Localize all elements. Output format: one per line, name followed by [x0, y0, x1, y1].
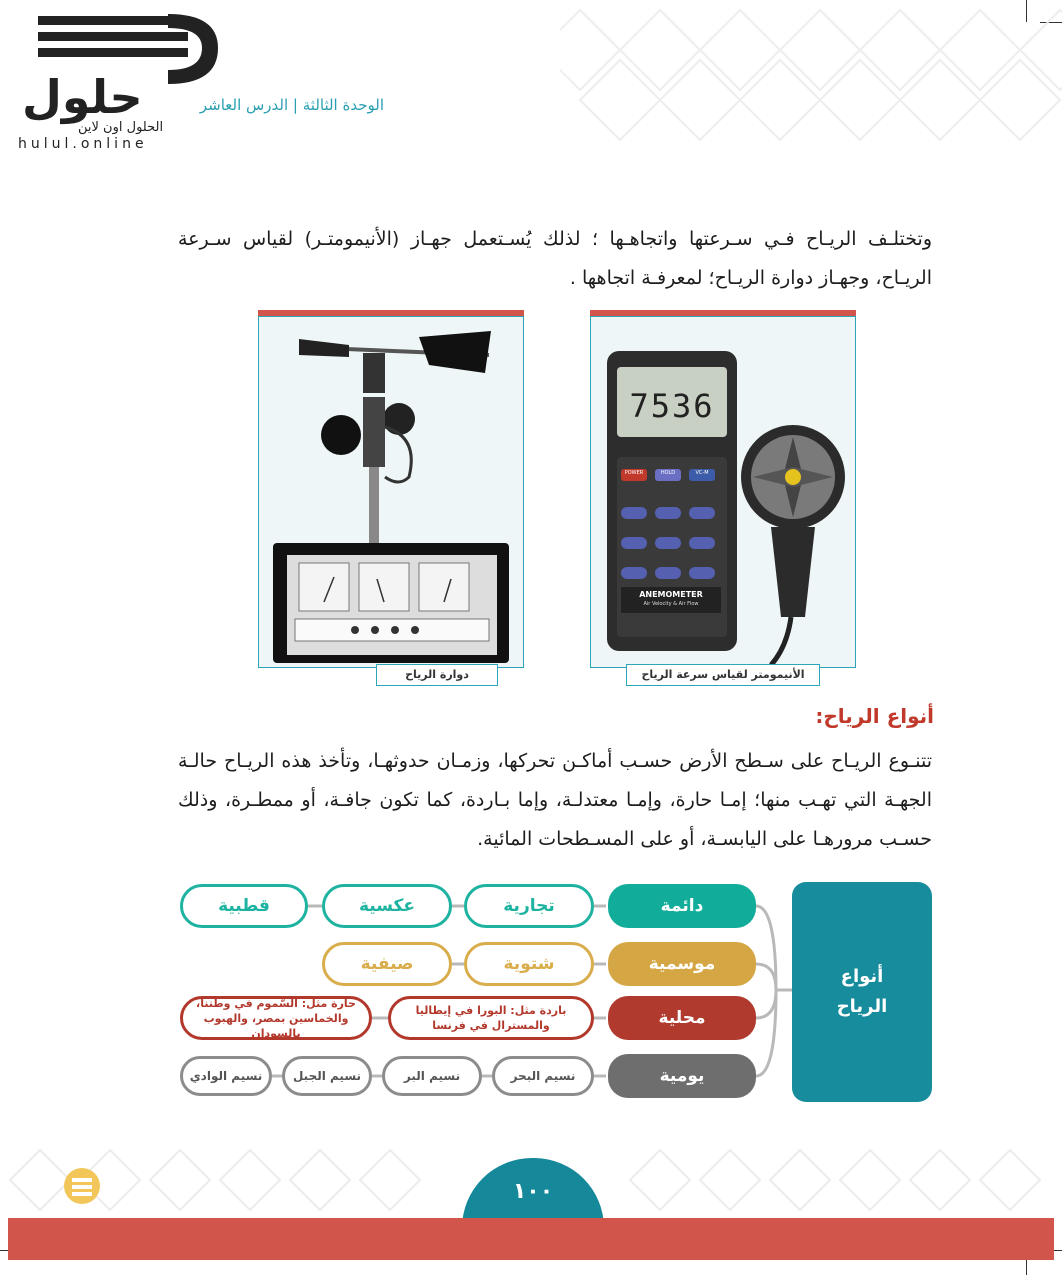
- wind-vane-photo: [258, 316, 524, 668]
- item-summer: صيفية: [322, 942, 452, 986]
- category-seasonal: موسمية: [608, 942, 756, 986]
- crop-mark: [1026, 1258, 1027, 1275]
- category-daily: يومية: [608, 1054, 756, 1098]
- item-trade-winds: تجارية: [464, 884, 594, 928]
- category-local: محلية: [608, 996, 756, 1040]
- vc-label: VC-M: [695, 470, 709, 476]
- diagram-root: [792, 882, 932, 1102]
- anemometer-display: 7536: [629, 387, 715, 425]
- root-line1: أنواع: [840, 966, 884, 987]
- item-mountain-breeze: نسيم الجبل: [282, 1056, 372, 1096]
- item-land-breeze: نسيم البر: [382, 1056, 482, 1096]
- logo-latin: hulul.online: [18, 136, 148, 152]
- wind-vane-caption: دوارة الرياح: [376, 664, 498, 686]
- item-polar-winds: قطبية: [180, 884, 308, 928]
- wind-vane-icon: [259, 317, 523, 667]
- logo-sub: الحلول اون لاين: [78, 120, 164, 135]
- wind-types-diagram: [176, 878, 936, 1108]
- site-logo: [18, 8, 218, 158]
- hold-label: HOLD: [660, 470, 676, 476]
- footer-bar: [8, 1218, 1054, 1260]
- anemometer-sublabel: Air Velocity & Air Flow: [643, 601, 699, 607]
- anemometer-label: ANEMOMETER: [639, 590, 703, 599]
- item-winter: شتوية: [464, 942, 594, 986]
- logo-brand: حلول: [22, 70, 143, 124]
- item-cold-local: باردة مثل: البورا في إيطاليا والمسترال في فرنسا: [388, 996, 594, 1040]
- anemometer-photo: [590, 316, 856, 668]
- item-sea-breeze: نسيم البحر: [492, 1056, 594, 1096]
- anemometer-caption: الأنيمومتر لقياس سرعة الرياح: [626, 664, 820, 686]
- intro-paragraph: وتختلـف الريـاح فـي سـرعتها واتجاهـها ؛ لذلك يُسـتعمل جهـاز (الأنيمومتـر) لقياس سـرعة الريـاح، وجهـاز دوارة الريـاح؛ لمعرفـة اتجاهها .: [178, 228, 932, 289]
- power-label: POWER: [624, 470, 644, 476]
- root-line2: الرياح: [836, 996, 888, 1017]
- emblem-icon: [60, 1160, 104, 1208]
- item-valley-breeze: نسيم الوادي: [180, 1056, 272, 1096]
- category-permanent: دائمة: [608, 884, 756, 928]
- decorative-pattern-top: [560, 0, 1062, 150]
- breadcrumb: الوحدة الثالثة | الدرس العاشر: [199, 96, 384, 114]
- item-hot-local: حارة مثل: السَّموم في وطننا، والخماسين بمصر، والهبوب بالسودان: [180, 996, 372, 1040]
- types-paragraph: تتنـوع الريـاح على سـطح الأرض حسـب أماكـن تحركها، وزمـان حدوثهـا، وتأخذ هذه الريـاح حالـة الجهـة التي تهـب منها؛ إمـا حارة، وإمـا معتدلـة، وإما بـاردة، كما تكون جافـة، أو ممطـرة، وذلك حسـب مرورهـا على اليابسـة، أو على المسـطحات المائية.: [178, 750, 932, 850]
- page-number: ١٠٠: [462, 1158, 604, 1228]
- anemometer-icon: [591, 317, 855, 667]
- item-westerlies: عكسية: [322, 884, 452, 928]
- section-title: أنواع الرياح:: [815, 704, 934, 728]
